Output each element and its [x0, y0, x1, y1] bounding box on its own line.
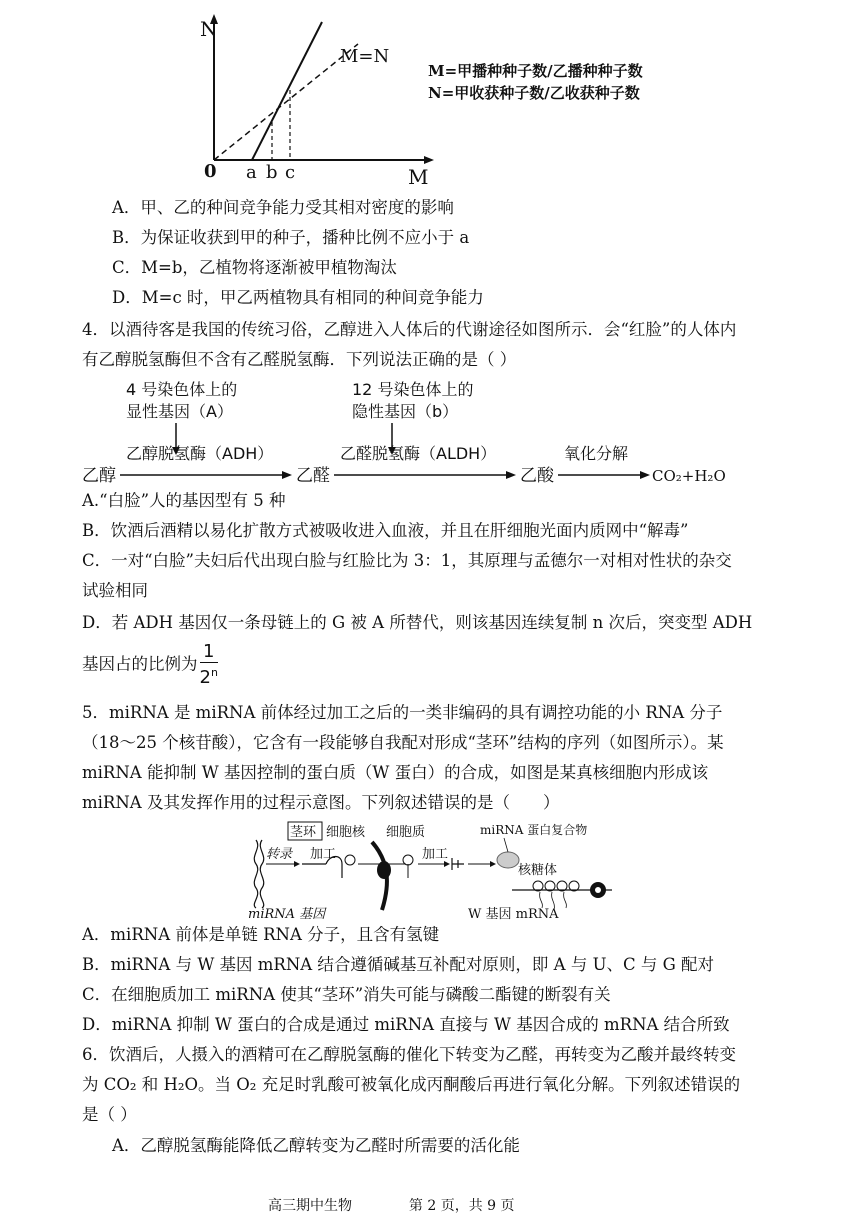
- q3-option-a: A．甲、乙的种间竞争能力受其相对密度的影响: [112, 198, 454, 217]
- final-product: CO₂+H₂O: [652, 467, 726, 485]
- processing1-label: 加工: [310, 847, 337, 862]
- transcription-arrowhead: [294, 861, 300, 867]
- step2-arrowhead: [506, 471, 516, 479]
- tick-a: a: [246, 162, 257, 183]
- substrate-ethanol: 乙醇: [82, 466, 116, 486]
- mature-mirna: [452, 858, 464, 870]
- gene1-line2: 显性基因（A）: [126, 402, 233, 421]
- q5-stem-line1: 5．miRNA 是 miRNA 前体经过加工之后的一类非编码的具有调控功能的小 RNA 分子: [82, 703, 723, 722]
- step1-arrowhead: [282, 471, 292, 479]
- enzyme1-label: 乙醇脱氢酶（ADH）: [126, 444, 274, 463]
- q5-option-a: A．miRNA 前体是单链 RNA 分子，且含有氢键: [82, 925, 440, 944]
- q5-stem-line2: （18～25 个核苷酸），它含有一段能够自我配对形成“茎环”结构的序列（如图所示）。某: [82, 733, 724, 752]
- precursor-loop: [345, 855, 355, 865]
- step3-arrowhead: [640, 471, 650, 479]
- q4-option-d-line2: [82, 642, 218, 688]
- q5-option-d: D．miRNA 抑制 W 蛋白的合成是通过 miRNA 直接与 W 基因合成的 mRNA 结合所致: [82, 1015, 730, 1034]
- q4-option-b: B．饮酒后酒精以易化扩散方式被吸收进入血液，并且在肝细胞光面内质网中“解毒”: [82, 521, 689, 540]
- substrate-acetic-acid: 乙酸: [520, 466, 554, 486]
- fraction-exponent: n: [210, 666, 218, 679]
- q5-stem-line4: miRNA 及其发挥作用的过程示意图。下列叙述错误的是（ ）: [82, 793, 560, 812]
- q4-option-c-line2: 试验相同: [82, 581, 148, 600]
- stem-loop-label: 茎环: [290, 825, 317, 840]
- q4-option-d-line1: D．若 ADH 基因仅一条母链上的 G 被 A 所替代，则该基因连续复制 n 次后，突变型 ADH: [82, 613, 753, 632]
- complex-arrowhead: [490, 861, 496, 867]
- q3-option-c: C．M=b，乙植物将逐渐被甲植物淘汰: [112, 258, 397, 277]
- tick-c: c: [285, 162, 296, 183]
- cytoplasm-hairpin: [403, 855, 413, 865]
- q5-stem-line3: miRNA 能抑制 W 基因控制的蛋白质（W 蛋白）的合成，如图是某真核细胞内形成该: [82, 763, 709, 782]
- gene2-line2: 隐性基因（b）: [352, 402, 459, 421]
- origin-label: 0: [204, 161, 217, 182]
- mirna-process-diagram: [246, 818, 626, 920]
- q4-option-d-text: 基因占的比例为: [82, 654, 198, 674]
- q6-option-a: A．乙醇脱氢酶能降低乙醇转变为乙醛时所需要的活化能: [112, 1136, 520, 1155]
- substrate-acetaldehyde: 乙醛: [296, 466, 330, 486]
- ribosome-label: 核糖体: [518, 863, 558, 878]
- tick-b: b: [266, 162, 278, 183]
- w-mrna-label: W 基因 mRNA: [468, 907, 559, 920]
- q5-option-b: B．miRNA 与 W 基因 mRNA 结合遵循碱基互补配对原则，即 A 与 U、C 与 G 配对: [82, 955, 715, 974]
- footer-page-number: 第 2 页，共 9 页: [408, 1198, 515, 1214]
- q4-option-c-line1: C．一对“白脸”夫妇后代出现白脸与红脸比为 3：1，其原理与孟德尔一对相对性状的杂交: [82, 551, 732, 570]
- x-axis-label: M: [408, 165, 429, 189]
- competition-graph: [190, 10, 670, 190]
- line-label: M=N: [340, 46, 390, 67]
- step3-label: 氧化分解: [564, 444, 629, 463]
- q3-option-d: D．M=c 时，甲乙两植物具有相同的种间竞争能力: [112, 288, 484, 307]
- fraction-denominator: [200, 663, 218, 688]
- mirna-gene-helix-2: [260, 840, 263, 908]
- mirna-protein-complex: [497, 852, 519, 868]
- complex-pointer: [504, 838, 508, 852]
- gene1-line1: 4 号染色体上的: [126, 380, 238, 399]
- q6-stem-line2: 为 CO₂ 和 H₂O。当 O₂ 充足时乳酸可被氧化成丙酮酸后再进行氧化分解。下列叙述错误的: [82, 1075, 741, 1094]
- q3-option-b: B．为保证收获到甲的种子，播种比例不应小于 a: [112, 228, 470, 247]
- transcription-label: 转录: [266, 847, 293, 862]
- gene2-line1: 12 号染色体上的: [352, 380, 474, 399]
- complex-label: miRNA 蛋白复合物: [480, 823, 588, 837]
- page-footer: [268, 1195, 515, 1215]
- cytoplasm-label: 细胞质: [386, 825, 426, 840]
- q4-stem-line1: 4．以酒待客是我国的传统习俗，乙醇进入人体后的代谢途径如图所示．会“红脸”的人体内: [82, 320, 737, 339]
- footer-subject: 高三期中生物: [268, 1198, 352, 1214]
- nucleus-label: 细胞核: [326, 825, 366, 840]
- fraction: [200, 642, 218, 688]
- q4-option-a: A.“白脸”人的基因型有 5 种: [82, 491, 286, 510]
- fraction-base: 2: [199, 667, 211, 688]
- fraction-numerator: 1: [200, 642, 218, 663]
- q6-stem-line1: 6．饮酒后，人摄入的酒精可在乙醇脱氢酶的催化下转变为乙醛，再转变为乙酸并最终转变: [82, 1045, 736, 1064]
- q4-stem-line2: 有乙醇脱氢酶但不含有乙醛脱氢酶．下列说法正确的是（ ）: [82, 350, 517, 369]
- x-axis-arrow: [424, 156, 434, 164]
- enzyme2-label: 乙醛脱氢酶（ALDH）: [340, 444, 497, 463]
- y-axis-label: N: [200, 17, 218, 41]
- reference-line-m-equals-n: [214, 44, 358, 160]
- bound-complex-center: [595, 887, 601, 893]
- mirna-gene-helix: [254, 840, 257, 908]
- legend-n: N=甲收获种子数/乙收获种子数: [428, 84, 640, 102]
- processing2-label: 加工: [422, 847, 449, 862]
- q5-option-c: C．在细胞质加工 miRNA 使其“茎环”消失可能与磷酸二酯键的断裂有关: [82, 985, 611, 1004]
- gene-label: miRNA 基因: [248, 907, 326, 920]
- competition-curve: [252, 22, 322, 160]
- q6-stem-line3: 是（ ）: [82, 1105, 137, 1124]
- ethanol-metabolism-pathway: [76, 375, 796, 490]
- legend-m: M=甲播种种子数/乙播种种子数: [428, 62, 643, 80]
